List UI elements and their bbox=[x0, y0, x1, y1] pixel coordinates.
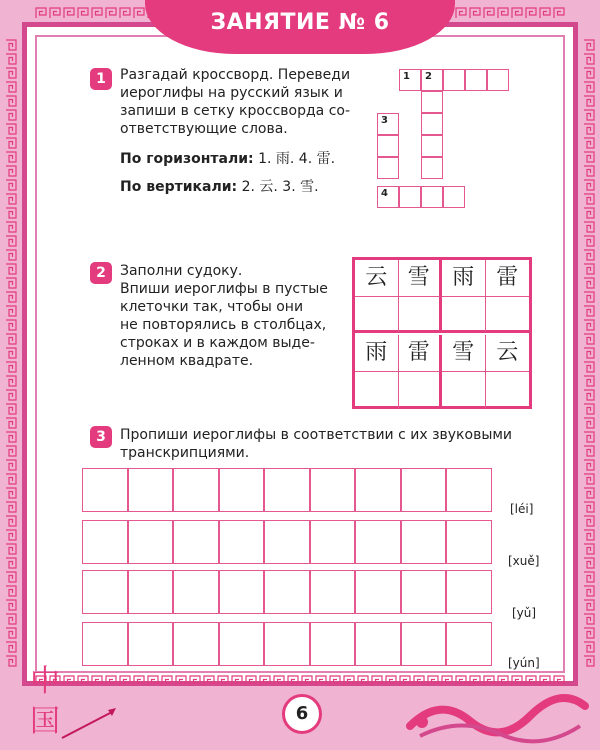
greek-key-motif bbox=[584, 194, 594, 204]
greek-key-motif bbox=[526, 8, 536, 18]
greek-key-motif bbox=[6, 446, 16, 456]
writing-cell[interactable] bbox=[355, 570, 401, 614]
writing-cell[interactable] bbox=[401, 520, 447, 564]
writing-cell[interactable] bbox=[128, 520, 174, 564]
crossword-cell[interactable] bbox=[421, 91, 443, 113]
greek-key-motif bbox=[584, 362, 594, 372]
sudoku-cell: 雪 bbox=[442, 335, 486, 372]
writing-cell[interactable] bbox=[82, 468, 128, 512]
greek-key-motif bbox=[6, 544, 16, 554]
greek-key-motif bbox=[584, 110, 594, 120]
crossword-cell[interactable] bbox=[465, 69, 487, 91]
writing-cell[interactable] bbox=[128, 570, 174, 614]
vertical-value: 2. 云. 3. 雪. bbox=[237, 179, 319, 195]
task3-line: Пропиши иероглифы в соответствии с их звуковыми bbox=[120, 427, 513, 443]
greek-key-motif bbox=[584, 502, 594, 512]
writing-cell[interactable] bbox=[446, 570, 492, 614]
greek-key-motif bbox=[6, 166, 16, 176]
greek-key-motif bbox=[584, 376, 594, 386]
horizontal-value: 1. 雨. 4. 雷. bbox=[253, 151, 336, 167]
greek-key-motif bbox=[6, 320, 16, 330]
crossword-cell[interactable] bbox=[377, 157, 399, 179]
writing-cell[interactable] bbox=[82, 622, 128, 666]
writing-cell[interactable] bbox=[264, 520, 310, 564]
task2-line: Впиши иероглифы в пустые bbox=[120, 281, 328, 297]
horizontal-clues bbox=[120, 150, 335, 168]
greek-key-motif bbox=[106, 8, 116, 18]
greek-key-motif bbox=[584, 82, 594, 92]
crossword-cell[interactable] bbox=[377, 135, 399, 157]
greek-key-motif bbox=[512, 8, 522, 18]
greek-key-motif bbox=[456, 8, 466, 18]
writing-row bbox=[82, 520, 492, 564]
pinyin-label: [yún] bbox=[508, 656, 540, 670]
greek-key-motif bbox=[6, 558, 16, 568]
greek-key-motif bbox=[584, 222, 594, 232]
writing-cell[interactable] bbox=[264, 622, 310, 666]
vertical-label: По вертикали: bbox=[120, 179, 238, 195]
writing-cell[interactable] bbox=[173, 520, 219, 564]
pinyin-label: [yǔ] bbox=[512, 606, 537, 620]
greek-key-motif bbox=[584, 68, 594, 78]
greek-key-motif bbox=[584, 572, 594, 582]
greek-key-motif bbox=[6, 516, 16, 526]
greek-key-motif bbox=[6, 628, 16, 638]
writing-cell[interactable] bbox=[310, 622, 356, 666]
crossword-cell[interactable]: 3 bbox=[377, 113, 399, 135]
greek-key-motif bbox=[6, 208, 16, 218]
page-title: ЗАНЯТИЕ № 6 bbox=[145, 0, 455, 54]
greek-key-motif bbox=[6, 264, 16, 274]
sudoku-cell[interactable] bbox=[399, 372, 443, 409]
greek-key-motif bbox=[6, 390, 16, 400]
writing-cell[interactable] bbox=[401, 622, 447, 666]
greek-key-motif bbox=[64, 8, 74, 18]
greek-key-motif bbox=[584, 642, 594, 652]
greek-key-motif bbox=[584, 516, 594, 526]
greek-key-motif bbox=[6, 586, 16, 596]
greek-key-motif bbox=[584, 208, 594, 218]
task1-text bbox=[120, 66, 360, 138]
writing-cell[interactable] bbox=[219, 570, 265, 614]
crossword-cell[interactable] bbox=[421, 113, 443, 135]
greek-key-motif bbox=[6, 96, 16, 106]
greek-key-motif bbox=[6, 222, 16, 232]
greek-key-motif bbox=[78, 8, 88, 18]
sudoku-cell[interactable] bbox=[486, 297, 530, 334]
greek-key-motif bbox=[6, 572, 16, 582]
greek-key-motif bbox=[92, 8, 102, 18]
greek-key-motif bbox=[120, 8, 130, 18]
sudoku-cell: 云 bbox=[355, 260, 399, 297]
greek-key-motif bbox=[6, 250, 16, 260]
greek-key-motif bbox=[584, 432, 594, 442]
writing-cell[interactable] bbox=[219, 468, 265, 512]
writing-cell[interactable] bbox=[219, 622, 265, 666]
writing-row bbox=[82, 622, 492, 666]
greek-key-motif bbox=[584, 250, 594, 260]
writing-cell[interactable] bbox=[446, 622, 492, 666]
writing-cell[interactable] bbox=[355, 520, 401, 564]
crossword-cell[interactable]: 2 bbox=[421, 69, 443, 91]
writing-row bbox=[82, 468, 492, 512]
sudoku-cell: 雨 bbox=[442, 260, 486, 297]
china-logo-char: 中 bbox=[30, 664, 60, 699]
china-logo-char: 国 bbox=[30, 704, 60, 739]
crossword-cell[interactable] bbox=[421, 157, 443, 179]
crossword-cell[interactable] bbox=[443, 186, 465, 208]
greek-key-motif bbox=[36, 8, 46, 18]
page-number: 6 bbox=[282, 694, 322, 734]
writing-cell[interactable] bbox=[264, 468, 310, 512]
vertical-clues bbox=[120, 178, 319, 196]
greek-key-motif bbox=[584, 558, 594, 568]
greek-key-motif bbox=[6, 68, 16, 78]
sudoku-cell[interactable] bbox=[486, 372, 530, 409]
sudoku-cell[interactable] bbox=[355, 372, 399, 409]
greek-key-motif bbox=[6, 180, 16, 190]
pinyin-label: [léi] bbox=[510, 502, 534, 516]
greek-key-motif bbox=[6, 124, 16, 134]
task-number-badge: 3 bbox=[90, 426, 112, 448]
writing-cell[interactable] bbox=[401, 570, 447, 614]
writing-cell[interactable] bbox=[173, 570, 219, 614]
greek-key-motif bbox=[584, 124, 594, 134]
greek-key-motif bbox=[6, 432, 16, 442]
greek-key-motif bbox=[584, 628, 594, 638]
greek-key-motif bbox=[6, 362, 16, 372]
writing-cell[interactable] bbox=[310, 468, 356, 512]
sudoku-cell: 雷 bbox=[486, 260, 530, 297]
greek-key-motif bbox=[584, 138, 594, 148]
greek-key-motif bbox=[584, 320, 594, 330]
greek-key-motif bbox=[6, 642, 16, 652]
greek-key-motif bbox=[584, 348, 594, 358]
writing-cell[interactable] bbox=[219, 520, 265, 564]
writing-cell[interactable] bbox=[310, 570, 356, 614]
greek-key-motif bbox=[540, 8, 550, 18]
greek-key-motif bbox=[498, 8, 508, 18]
writing-cell[interactable] bbox=[173, 468, 219, 512]
greek-key-motif bbox=[484, 8, 494, 18]
greek-key-motif bbox=[6, 110, 16, 120]
greek-key-motif bbox=[6, 502, 16, 512]
task1-line: запиши в сетку кроссворда со- bbox=[120, 103, 351, 119]
task2-line: Заполни судоку. bbox=[120, 263, 243, 279]
greek-key-motif bbox=[584, 390, 594, 400]
crossword-cell[interactable] bbox=[443, 69, 465, 91]
crossword-cell[interactable] bbox=[487, 69, 509, 91]
greek-key-motif bbox=[584, 54, 594, 64]
sudoku-cell: 雷 bbox=[399, 335, 443, 372]
task3-text bbox=[120, 426, 540, 462]
greek-key-motif bbox=[584, 306, 594, 316]
greek-key-motif bbox=[584, 446, 594, 456]
writing-cell[interactable] bbox=[82, 520, 128, 564]
greek-key-motif bbox=[584, 418, 594, 428]
greek-key-motif bbox=[584, 264, 594, 274]
greek-key-motif bbox=[584, 474, 594, 484]
greek-key-motif bbox=[6, 376, 16, 386]
writing-cell[interactable] bbox=[173, 622, 219, 666]
greek-key-motif bbox=[134, 8, 144, 18]
greek-key-motif bbox=[6, 460, 16, 470]
greek-key-motif bbox=[6, 404, 16, 414]
sudoku-cell: 雨 bbox=[355, 335, 399, 372]
greek-key-motif bbox=[584, 586, 594, 596]
writing-cell[interactable] bbox=[446, 520, 492, 564]
crossword-cell[interactable] bbox=[421, 186, 443, 208]
greek-key-motif bbox=[584, 292, 594, 302]
greek-key-motif bbox=[470, 8, 480, 18]
pinyin-label: [xuě] bbox=[508, 554, 540, 568]
crossword-cell[interactable] bbox=[399, 186, 421, 208]
greek-key-motif bbox=[584, 334, 594, 344]
writing-cell[interactable] bbox=[355, 622, 401, 666]
sudoku-cell[interactable] bbox=[442, 297, 486, 334]
writing-cell[interactable] bbox=[355, 468, 401, 512]
task1-line: ответствующие слова. bbox=[120, 121, 288, 137]
greek-key-motif bbox=[6, 474, 16, 484]
writing-row bbox=[82, 570, 492, 614]
sudoku-cell: 云 bbox=[486, 335, 530, 372]
greek-key-motif bbox=[6, 488, 16, 498]
task2-line: ленном квадрате. bbox=[120, 353, 254, 369]
greek-key-motif bbox=[584, 530, 594, 540]
task2-text bbox=[120, 262, 345, 370]
greek-key-motif bbox=[6, 348, 16, 358]
greek-key-motif bbox=[554, 8, 564, 18]
task1-line: иероглифы на русский язык и bbox=[120, 85, 343, 101]
task2-line: клеточки так, чтобы они bbox=[120, 299, 304, 315]
writing-cell[interactable] bbox=[310, 520, 356, 564]
task-number-badge: 1 bbox=[90, 68, 112, 90]
greek-key-motif bbox=[50, 8, 60, 18]
greek-key-motif bbox=[584, 488, 594, 498]
greek-key-motif bbox=[584, 656, 594, 666]
greek-key-motif bbox=[584, 180, 594, 190]
sudoku-grid bbox=[352, 257, 532, 409]
writing-cell[interactable] bbox=[401, 468, 447, 512]
greek-key-motif bbox=[584, 404, 594, 414]
greek-key-motif bbox=[6, 306, 16, 316]
greek-key-motif bbox=[6, 138, 16, 148]
greek-key-motif bbox=[6, 54, 16, 64]
writing-cell[interactable] bbox=[128, 468, 174, 512]
greek-key-motif bbox=[6, 152, 16, 162]
greek-key-motif bbox=[584, 460, 594, 470]
greek-key-motif bbox=[584, 544, 594, 554]
writing-cell[interactable] bbox=[264, 570, 310, 614]
greek-key-motif bbox=[6, 82, 16, 92]
task1-line: Разгадай кроссворд. Переведи bbox=[120, 67, 351, 83]
greek-key-motif bbox=[584, 600, 594, 610]
greek-key-motif bbox=[6, 418, 16, 428]
greek-key-motif bbox=[584, 166, 594, 176]
sudoku-cell[interactable] bbox=[355, 297, 399, 334]
greek-key-motif bbox=[584, 614, 594, 624]
writing-cell[interactable] bbox=[82, 570, 128, 614]
task3-line: транскрипциями. bbox=[120, 445, 250, 461]
greek-key-motif bbox=[584, 96, 594, 106]
greek-key-motif bbox=[6, 600, 16, 610]
greek-key-motif bbox=[6, 236, 16, 246]
greek-key-motif bbox=[6, 278, 16, 288]
sudoku-cell[interactable] bbox=[399, 297, 443, 334]
writing-cell[interactable] bbox=[446, 468, 492, 512]
crossword-cell[interactable]: 1 bbox=[399, 69, 421, 91]
greek-key-motif bbox=[6, 614, 16, 624]
writing-cell[interactable] bbox=[128, 622, 174, 666]
greek-key-motif bbox=[584, 236, 594, 246]
greek-key-motif bbox=[584, 40, 594, 50]
task-number-badge: 2 bbox=[90, 262, 112, 284]
task2-line: не повторялись в столбцах, bbox=[120, 317, 327, 333]
horizontal-label: По горизонтали: bbox=[120, 151, 254, 167]
greek-key-motif bbox=[584, 278, 594, 288]
greek-key-motif bbox=[6, 40, 16, 50]
sudoku-cell: 雪 bbox=[399, 260, 443, 297]
crossword-cell[interactable]: 4 bbox=[377, 186, 399, 208]
sudoku-cell[interactable] bbox=[442, 372, 486, 409]
greek-key-motif bbox=[584, 152, 594, 162]
greek-key-motif bbox=[6, 194, 16, 204]
brush-icon bbox=[58, 706, 118, 746]
dragon-icon bbox=[400, 686, 600, 750]
greek-key-motif bbox=[6, 656, 16, 666]
crossword-cell[interactable] bbox=[421, 135, 443, 157]
greek-key-motif bbox=[6, 334, 16, 344]
task2-line: строках и в каждом выде- bbox=[120, 335, 315, 351]
greek-key-motif bbox=[6, 292, 16, 302]
greek-key-motif bbox=[6, 530, 16, 540]
